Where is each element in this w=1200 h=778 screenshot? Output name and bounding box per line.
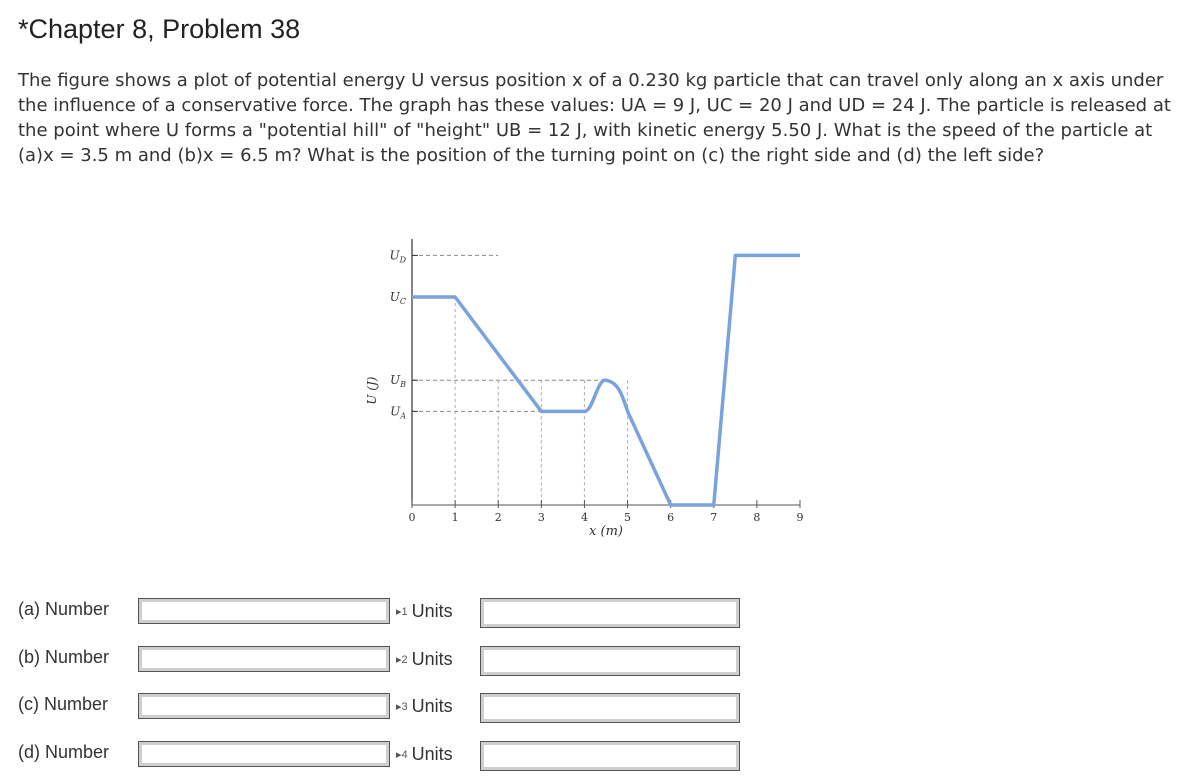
answer-label: (d) Number [18, 742, 110, 762]
units-label: Units [411, 695, 453, 716]
y-tick-label: $U_A$ [390, 404, 406, 421]
units-label: Units [411, 600, 453, 621]
dropdown-badge: ▸4 [396, 748, 408, 761]
y-tick-label: $U_D$ [389, 248, 406, 265]
number-input[interactable] [138, 646, 390, 672]
problem-statement: The figure shows a plot of potential energy U versus position x of a 0.230 kg particle that can travel only along an x axis under the influence of a conservative force. The graph has these values: UA = 9 J, UC = 20 J and UD = 24 J. The particle is released at the point where U forms a "potential hill" of "height" UB = 12 J, with kinetic energy 5.50 J. What is the speed of the particle at (a)x = 3.5 m and (b)x = 6.5 m? What is the position of the turning point on (c) the right side and (d) the left side? [18, 70, 1171, 166]
x-tick-label: 9 [796, 511, 804, 524]
answer-row [0, 598, 1200, 632]
units-input[interactable] [480, 646, 740, 676]
dropdown-badge: ▸2 [396, 653, 408, 666]
y-tick-label: $U_C$ [389, 290, 406, 306]
y-axis-label: U (J) [365, 376, 379, 405]
units-dropdown[interactable] [396, 693, 453, 719]
answer-label: (a) Number [18, 599, 110, 619]
x-axis-label: x (m) [589, 524, 623, 539]
units-input[interactable] [480, 741, 740, 771]
number-input[interactable] [138, 693, 390, 719]
units-label: Units [411, 648, 453, 669]
units-input[interactable] [480, 693, 740, 723]
units-dropdown[interactable] [396, 598, 453, 624]
y-tick-label: $U_B$ [389, 373, 406, 390]
units-label: Units [411, 743, 453, 764]
x-tick-label: 3 [537, 511, 545, 524]
answer-label: (c) Number [18, 694, 109, 714]
units-dropdown[interactable] [396, 741, 453, 767]
answer-row [0, 646, 1200, 680]
x-tick-label: 6 [667, 511, 675, 524]
x-tick-label: 2 [494, 511, 502, 524]
number-input[interactable] [138, 741, 390, 767]
dropdown-badge: ▸1 [396, 605, 408, 618]
answer-row [0, 741, 1200, 775]
x-tick-label: 5 [624, 511, 632, 524]
number-input[interactable] [138, 598, 390, 624]
x-tick-label: 1 [451, 511, 459, 524]
potential-energy-chart [360, 225, 820, 555]
x-tick-label: 8 [753, 511, 761, 524]
page-title: *Chapter 8, Problem 38 [18, 14, 301, 44]
dropdown-badge: ▸3 [396, 700, 408, 713]
units-dropdown[interactable] [396, 646, 453, 672]
answer-row [0, 693, 1200, 727]
units-input[interactable] [480, 598, 740, 628]
x-tick-label: 0 [408, 511, 416, 524]
x-tick-label: 4 [580, 511, 588, 524]
x-tick-label: 7 [710, 511, 718, 524]
answer-label: (b) Number [18, 647, 110, 667]
